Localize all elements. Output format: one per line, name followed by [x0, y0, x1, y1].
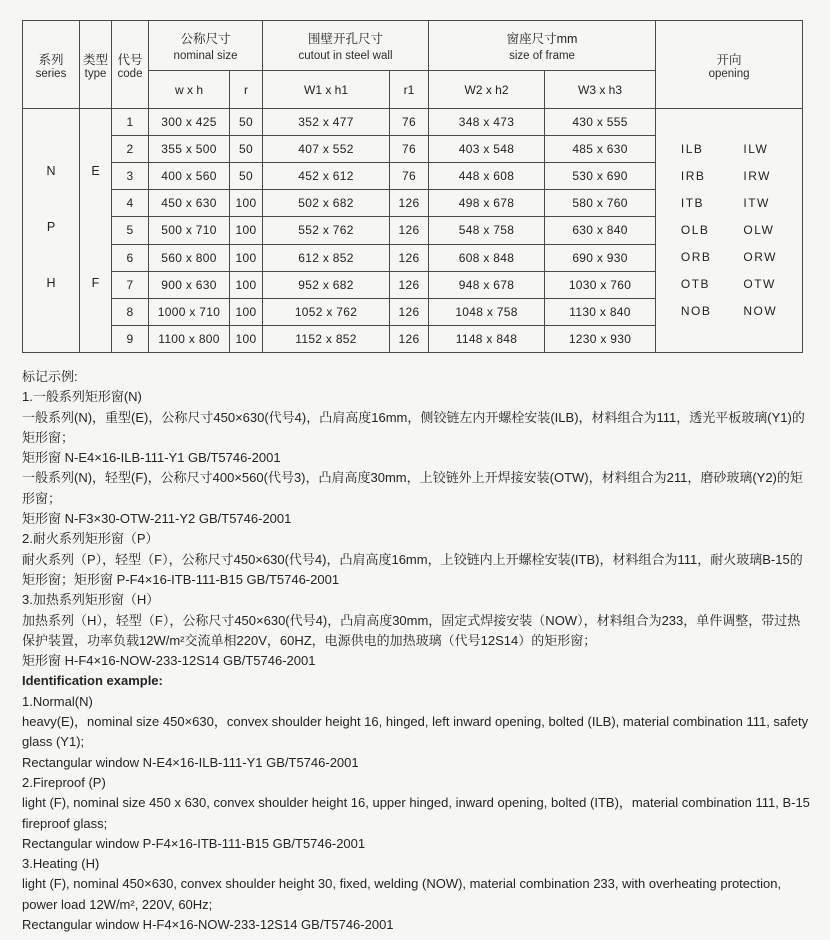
cell-w2h2: 1048 x 758	[429, 298, 545, 325]
series-value-h: H	[46, 275, 56, 290]
opening-code: NOB	[680, 304, 712, 318]
note-line: Rectangular window N-E4×16-ILB-111-Y1 GB/T5746-2001	[22, 754, 359, 770]
cell-w3h3: 690 x 930	[545, 244, 656, 271]
opening-code: IRB	[680, 169, 706, 183]
code-label-cn: 代号	[117, 52, 143, 67]
note-line: 3.加热系列矩形窗（H）	[22, 592, 160, 608]
col-header-series	[23, 21, 80, 109]
subheader-r1: r1	[390, 71, 429, 109]
cell-code: 6	[112, 244, 149, 271]
note-line: Rectangular window H-F4×16-NOW-233-12S14 GB/T5746-2001	[22, 917, 394, 933]
note-line: 加热系列（H），轻型（F），公称尺寸450×630(代号4)，凸肩高度30mm，固定式焊接安装（NOW），材料组合为233，单件调整，带过热保护装置，功率负载12W/m²交流单相220V，60HZ，电源供电的加热玻璃（代号12S14）的矩形窗；	[22, 612, 801, 648]
cell-w3h3: 630 x 840	[545, 217, 656, 244]
col-header-opening	[656, 21, 803, 109]
cell-code: 7	[112, 271, 149, 298]
cell-code: 3	[112, 163, 149, 190]
cell-w1h1: 452 x 612	[263, 163, 390, 190]
note-line: 1.Normal(N)	[22, 693, 93, 709]
cutout-label-cn: 围壁开孔尺寸	[308, 32, 384, 46]
note-line: light (F), nominal 450×630, convex shoulder height 30, fixed, welding (NOW), material combination 233, with overheating protection, power load 12W/m², 220V, 60Hz;	[22, 876, 782, 912]
opening-code: OTW	[743, 277, 776, 291]
notes-title-cn: 标记示例:	[22, 369, 78, 384]
cell-r: 100	[230, 217, 263, 244]
cell-r1: 76	[390, 163, 429, 190]
cell-w1h1: 1052 x 762	[263, 298, 390, 325]
cell-wh: 450 x 630	[149, 190, 230, 217]
col-header-type	[80, 21, 112, 109]
cell-w2h2: 948 x 678	[429, 271, 545, 298]
spec-table	[22, 20, 803, 353]
cell-r: 50	[230, 109, 263, 136]
cell-wh: 400 x 560	[149, 163, 230, 190]
series-label-en: series	[35, 67, 67, 80]
cell-wh: 560 x 800	[149, 244, 230, 271]
cell-w2h2: 448 x 608	[429, 163, 545, 190]
opening-label-cn: 开向	[716, 52, 742, 67]
cell-w2h2: 608 x 848	[429, 244, 545, 271]
cell-w2h2: 548 x 758	[429, 217, 545, 244]
subheader-r: r	[230, 71, 263, 109]
cell-w1h1: 612 x 852	[263, 244, 390, 271]
series-value-n: N	[46, 163, 56, 178]
opening-code: OTB	[680, 277, 711, 291]
col-header-code	[112, 21, 149, 109]
cell-w2h2: 348 x 473	[429, 109, 545, 136]
type-label-en: type	[84, 67, 107, 80]
note-line: 耐火系列（P），轻型（F），公称尺寸450×630(代号4)，凸肩高度16mm，上铰链内上开螺栓安装(ITB)，材料组合为111，耐火玻璃B-15的矩形窗；矩形窗 P-F4×16-ITB-111-B15 GB/T5746-2001	[22, 551, 803, 587]
cell-w1h1: 407 x 552	[263, 136, 390, 163]
cell-wh: 900 x 630	[149, 271, 230, 298]
opening-code: ILW	[743, 142, 769, 156]
cell-w3h3: 1130 x 840	[545, 298, 656, 325]
cell-code: 5	[112, 217, 149, 244]
cell-r: 100	[230, 244, 263, 271]
note-line: 矩形窗 N-F3×30-OTW-211-Y2 GB/T5746-2001	[22, 511, 292, 527]
cell-r1: 76	[390, 136, 429, 163]
opening-code: NOW	[743, 304, 778, 318]
cell-r1: 126	[390, 325, 429, 352]
cell-wh: 300 x 425	[149, 109, 230, 136]
note-line: heavy(E)，nominal size 450×630，convex shoulder height 16, hinged, left inward opening, bolted (ILB), material combination 111, safety glass (Y1);	[22, 714, 809, 750]
table-row	[23, 109, 803, 136]
frame-label-en: size of frame	[509, 50, 575, 62]
cell-w1h1: 552 x 762	[263, 217, 390, 244]
note-line: 一般系列(N)，重型(E)，公称尺寸450×630(代号4)，凸肩高度16mm，侧铰链左内开螺栓安装(ILB)，材料组合为111，透光平板玻璃(Y1)的矩形窗；	[22, 409, 805, 445]
code-label-en: code	[117, 67, 143, 80]
cell-w3h3: 485 x 630	[545, 136, 656, 163]
subheader-wh: w x h	[149, 71, 230, 109]
note-line: light (F), nominal size 450 x 630, convex shoulder height 16, upper hinged, inward opening, bolted (ITB)，material combination 111, B-15 fireproof glass;	[22, 795, 810, 831]
cell-code: 8	[112, 298, 149, 325]
opening-code: OLW	[743, 223, 775, 237]
cell-w1h1: 352 x 477	[263, 109, 390, 136]
nominal-label-en: nominal size	[173, 50, 238, 62]
cell-code: 2	[112, 136, 149, 163]
cutout-label-en: cutout in steel wall	[298, 50, 393, 62]
opening-code: ILB	[680, 142, 704, 156]
cell-code: 1	[112, 109, 149, 136]
cell-w2h2: 498 x 678	[429, 190, 545, 217]
opening-code: ORB	[680, 250, 712, 264]
series-label-cn: 系列	[38, 52, 64, 67]
cell-r1: 126	[390, 217, 429, 244]
note-line: 3.Heating (H)	[22, 856, 100, 872]
note-line: 一般系列(N)，轻型(F)，公称尺寸400×560(代号3)，凸肩高度30mm，上铰链外上开焊接安装(OTW)，材料组合为211，磨砂玻璃(Y2)的矩形窗；	[22, 470, 803, 506]
cell-w2h2: 403 x 548	[429, 136, 545, 163]
cell-r1: 76	[390, 109, 429, 136]
subheader-w2h2: W2 x h2	[429, 71, 545, 109]
cell-r: 50	[230, 136, 263, 163]
note-line: Rectangular window P-F4×16-ITB-111-B15 GB/T5746-2001	[22, 835, 366, 851]
note-line: 2.耐火系列矩形窗（P）	[22, 531, 159, 547]
subheader-w1h1: W1 x h1	[263, 71, 390, 109]
opening-code: ITB	[680, 196, 705, 210]
cell-wh: 1100 x 800	[149, 325, 230, 352]
opening-code: ORW	[743, 250, 777, 264]
cell-r: 100	[230, 298, 263, 325]
note-line: 1.一般系列矩形窗(N)	[22, 389, 142, 405]
cell-wh: 500 x 710	[149, 217, 230, 244]
cell-r1: 126	[390, 271, 429, 298]
cell-r1: 126	[390, 298, 429, 325]
note-line: 2.Fireproof (P)	[22, 774, 106, 790]
series-value-p: P	[46, 219, 56, 234]
cell-w3h3: 530 x 690	[545, 163, 656, 190]
type-value-f: F	[91, 275, 100, 290]
opening-code: ITW	[743, 196, 770, 210]
opening-code: OLB	[680, 223, 710, 237]
cell-w3h3: 1030 x 760	[545, 271, 656, 298]
cell-code: 9	[112, 325, 149, 352]
opening-label-en: opening	[708, 67, 750, 80]
col-header-cutout	[263, 21, 429, 71]
cell-r: 100	[230, 271, 263, 298]
note-line: 矩形窗 N-E4×16-ILB-111-Y1 GB/T5746-2001	[22, 450, 281, 466]
notes-title-en: Identification example:	[22, 673, 163, 689]
notes-section	[22, 367, 810, 935]
opening-codes-cell	[656, 109, 803, 353]
col-header-frame	[429, 21, 656, 71]
type-label-cn: 类型	[82, 52, 108, 67]
cell-r: 100	[230, 190, 263, 217]
cell-r1: 126	[390, 244, 429, 271]
opening-code: IRW	[743, 169, 771, 183]
series-values-cell	[23, 109, 80, 353]
cell-w3h3: 430 x 555	[545, 109, 656, 136]
type-values-cell	[80, 109, 112, 353]
subheader-w3h3: W3 x h3	[545, 71, 656, 109]
header-row-1	[23, 21, 803, 71]
col-header-nominal	[149, 21, 263, 71]
cell-code: 4	[112, 190, 149, 217]
cell-w3h3: 1230 x 930	[545, 325, 656, 352]
cell-w1h1: 952 x 682	[263, 271, 390, 298]
cell-r1: 126	[390, 190, 429, 217]
note-line: 矩形窗 H-F4×16-NOW-233-12S14 GB/T5746-2001	[22, 653, 316, 669]
cell-w2h2: 1148 x 848	[429, 325, 545, 352]
cell-wh: 355 x 500	[149, 136, 230, 163]
cell-w1h1: 502 x 682	[263, 190, 390, 217]
frame-label-cn: 窗座尺寸mm	[506, 32, 578, 46]
type-value-e: E	[91, 163, 100, 178]
cell-wh: 1000 x 710	[149, 298, 230, 325]
cell-w1h1: 1152 x 852	[263, 325, 390, 352]
cell-r: 100	[230, 325, 263, 352]
nominal-label-cn: 公称尺寸	[180, 32, 231, 46]
cell-r: 50	[230, 163, 263, 190]
cell-w3h3: 580 x 760	[545, 190, 656, 217]
